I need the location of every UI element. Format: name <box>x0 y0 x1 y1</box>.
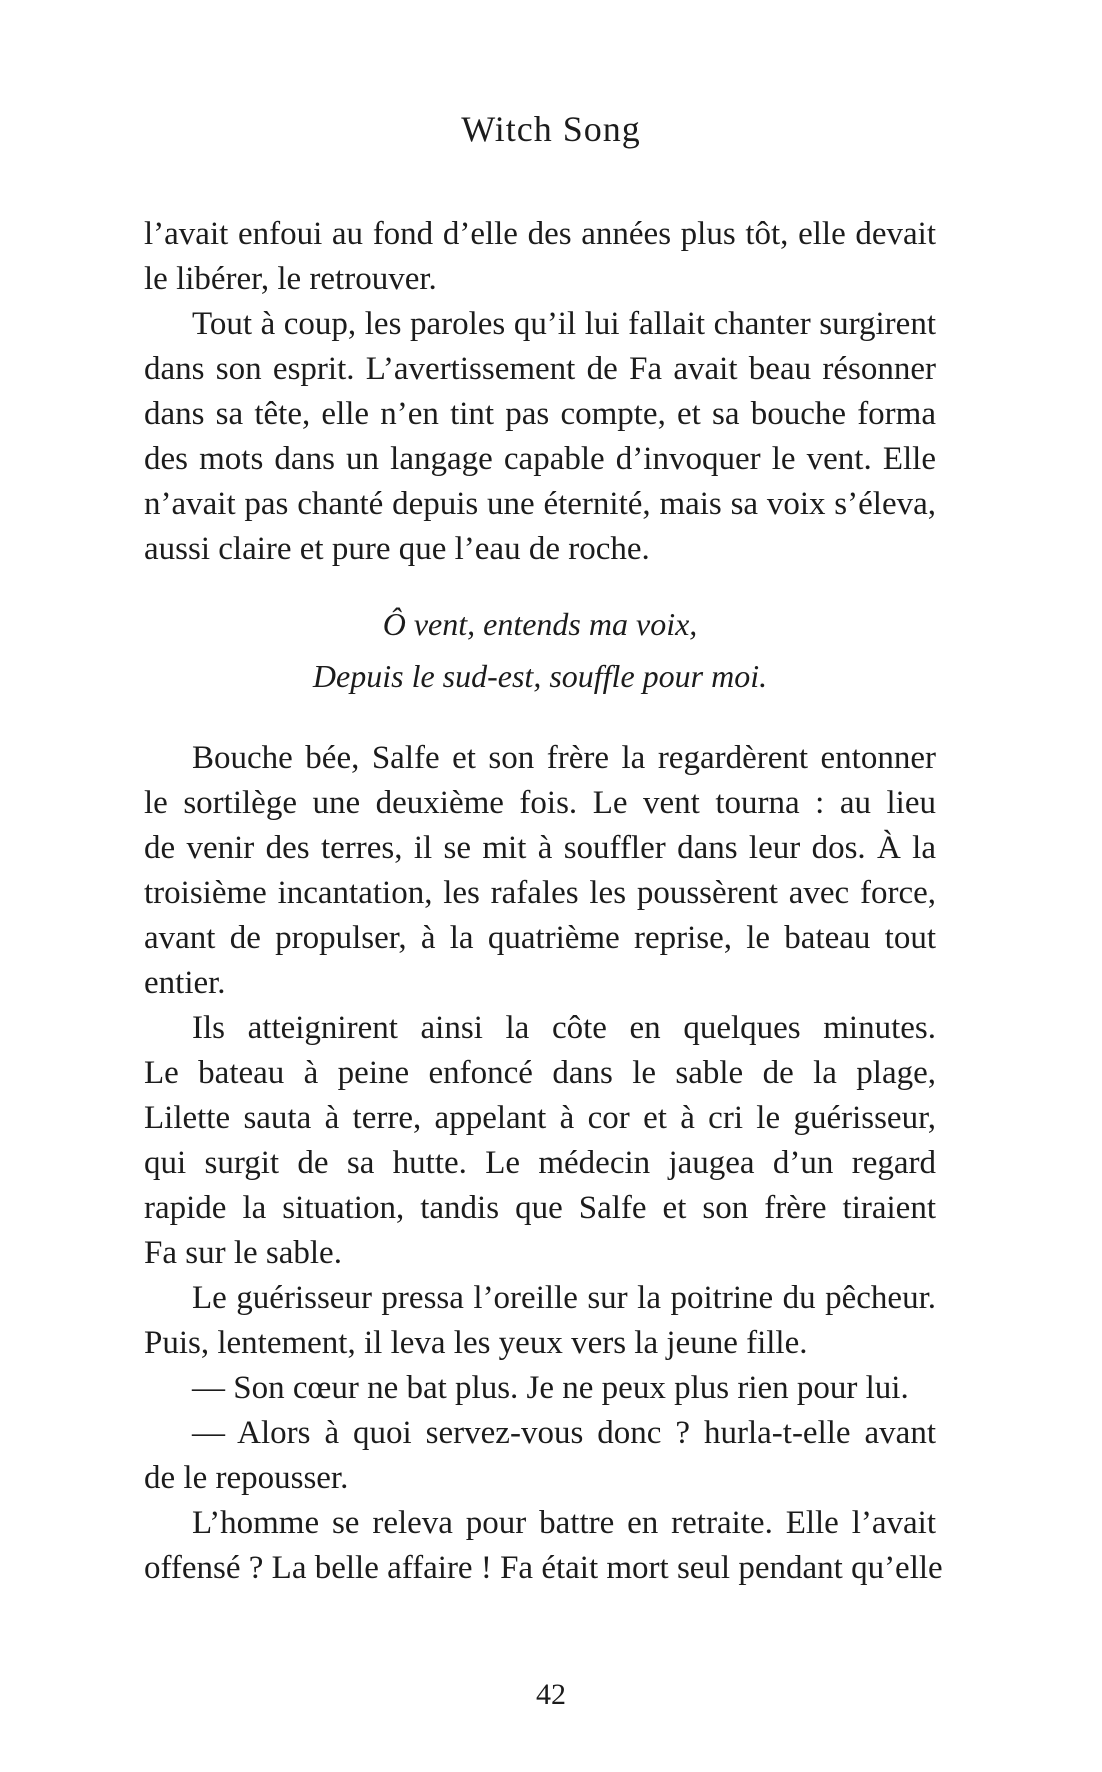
text-line: Ils atteignirent ainsi la côte en quelques minutes. <box>192 1010 936 1046</box>
text-line: de venir des terres, il se mit à souffler dans leur dos. À la <box>144 830 936 866</box>
text-line: Lilette sauta à terre, appelant à cor et à cri le guérisseur, <box>144 1100 936 1136</box>
verse-line: Ô vent, entends ma voix, <box>382 606 698 642</box>
text-line: Puis, lentement, il leva les yeux vers la jeune fille. <box>144 1325 808 1361</box>
text-line: troisième incantation, les rafales les poussèrent avec force, <box>144 875 936 911</box>
text-line: — Son cœur ne bat plus. Je ne peux plus rien pour lui. <box>192 1370 909 1406</box>
text-line: qui surgit de sa hutte. Le médecin jaugea d’un regard <box>144 1145 936 1181</box>
text-line: rapide la situation, tandis que Salfe et son frère tiraient <box>144 1190 936 1226</box>
text-line: offensé ? La belle affaire ! Fa était mort seul pendant qu’elle <box>144 1550 943 1586</box>
text-line: des mots dans un langage capable d’invoquer le vent. Elle <box>144 441 936 477</box>
text-line: L’homme se releva pour battre en retraite. Elle l’avait <box>192 1505 936 1541</box>
page-number: 42 <box>536 1678 566 1711</box>
text-line: Le guérisseur pressa l’oreille sur la poitrine du pêcheur. <box>192 1280 936 1316</box>
text-section-1 <box>144 212 936 572</box>
text-line: le libérer, le retrouver. <box>144 261 437 297</box>
text-line: Bouche bée, Salfe et son frère la regardèrent entonner <box>192 740 936 776</box>
text-line: aussi claire et pure que l’eau de roche. <box>144 531 650 567</box>
running-head: Witch Song <box>461 109 641 149</box>
text-line: l’avait enfoui au fond d’elle des années plus tôt, elle devait <box>144 216 936 252</box>
text-line: Le bateau à peine enfoncé dans le sable de la plage, <box>144 1055 936 1091</box>
text-line: n’avait pas chanté depuis une éternité, mais sa voix s’éleva, <box>144 486 936 522</box>
text-line: Fa sur le sable. <box>144 1235 342 1271</box>
verse-line: Depuis le sud-est, souffle pour moi. <box>312 658 768 694</box>
text-line: le sortilège une deuxième fois. Le vent tourna : au lieu <box>144 785 936 821</box>
body-text <box>144 212 943 1591</box>
text-line: dans son esprit. L’avertissement de Fa avait beau résonner <box>144 351 936 387</box>
text-line: entier. <box>144 965 226 1001</box>
text-line: — Alors à quoi servez-vous donc ? hurla-t-elle avant <box>192 1415 936 1451</box>
text-line: avant de propulser, à la quatrième reprise, le bateau tout <box>144 920 936 956</box>
text-section-2 <box>144 736 943 1591</box>
text-line: Tout à coup, les paroles qu’il lui fallait chanter surgirent <box>192 306 936 342</box>
verse-incantation <box>144 598 936 702</box>
text-line: de le repousser. <box>144 1460 349 1496</box>
text-line: dans sa tête, elle n’en tint pas compte, et sa bouche forma <box>144 396 936 432</box>
